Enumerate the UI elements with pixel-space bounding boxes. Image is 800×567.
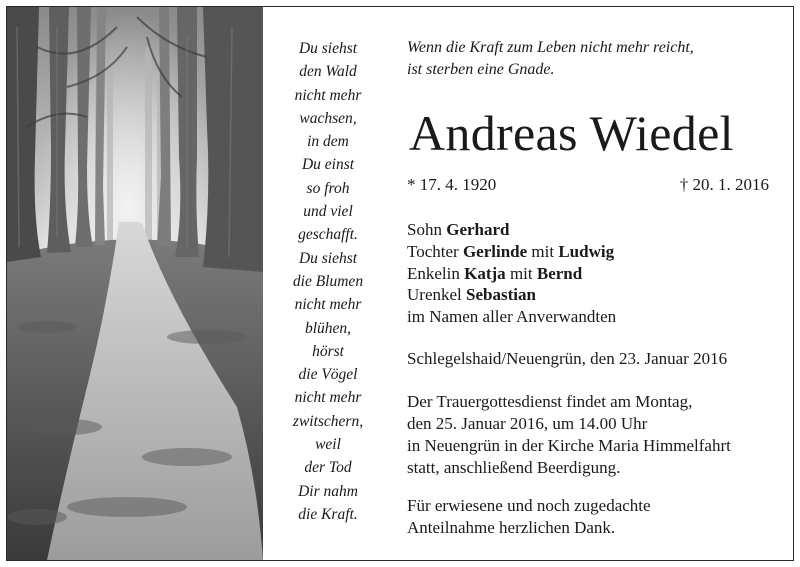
poem-line: nicht mehr (294, 86, 362, 104)
poem-line: nicht mehr (294, 389, 362, 407)
forest-path-photo (7, 7, 263, 560)
poem-line: zwitschern, (292, 412, 364, 430)
mourner-line (407, 219, 616, 241)
service-line: statt, anschließend Beerdigung. (407, 458, 621, 477)
motto-line: ist sterben eine Gnade. (407, 61, 555, 78)
poem-line: den Wald (299, 63, 357, 81)
poem-line: Dir nahm (298, 482, 358, 500)
poem-line: so froh (306, 179, 350, 197)
mourners-list (407, 219, 616, 328)
obituary-notice (6, 6, 794, 561)
poem-line: und viel (303, 203, 353, 221)
mourner-line (407, 306, 616, 328)
mourner-name: Gerlinde (462, 241, 528, 261)
mourner-line (407, 284, 616, 306)
birth-date: * 17. 4. 1920 (407, 175, 497, 194)
thanks-line: Anteilnahme herzlichen Dank. (407, 518, 616, 537)
mourner-line (407, 263, 616, 285)
poem-line: geschafft. (298, 226, 358, 244)
poem-line: Du siehst (298, 249, 358, 267)
mourner-name: Katja (464, 263, 506, 283)
motto (407, 37, 694, 81)
relation-label: Urenkel (407, 285, 467, 305)
poem-line: die Kraft. (298, 505, 358, 523)
poem-line: weil (315, 436, 341, 454)
poem-line: die Blumen (292, 272, 364, 290)
mourner-name: Ludwig (558, 241, 615, 261)
death-date: † 20. 1. 2016 (679, 175, 769, 194)
mourner-line (407, 241, 616, 263)
service-line: den 25. Januar 2016, um 14.00 Uhr (407, 414, 648, 433)
poem (283, 37, 373, 526)
mourner-name: Sebastian (466, 285, 536, 305)
connector-text: mit (505, 263, 537, 283)
poem-line: wachsen, (299, 109, 357, 127)
deceased-name: Andreas Wiedel (409, 105, 734, 161)
poem-line: hörst (312, 342, 344, 360)
poem-line: in dem (307, 133, 349, 151)
service-line: in Neuengrün in der Kirche Maria Himmelfahrt (407, 436, 731, 455)
connector-text: mit (527, 241, 559, 261)
relation-label: Sohn (407, 220, 447, 239)
thanks-text (407, 495, 651, 539)
relation-label: im Namen aller Anverwandten (407, 307, 617, 327)
poem-line: die Vögel (298, 366, 358, 384)
mourner-name: Bernd (536, 263, 583, 283)
motto-line: Wenn die Kraft zum Leben nicht mehr reicht, (407, 39, 694, 56)
funeral-service-info (407, 391, 731, 479)
poem-line: Du einst (301, 156, 355, 174)
place-and-date: Schlegelshaid/Neuengrün, den 23. Januar 2016 (407, 349, 728, 368)
relation-label: Enkelin (407, 263, 465, 283)
thanks-line: Für erwiesene und noch zugedachte (407, 496, 651, 515)
poem-line: Du siehst (298, 40, 358, 57)
service-line: Der Trauergottesdienst findet am Montag, (407, 392, 693, 411)
mourner-name: Gerhard (446, 220, 510, 239)
poem-line: nicht mehr (294, 296, 362, 314)
poem-line: blühen, (304, 319, 352, 337)
relation-label: Tochter (407, 241, 463, 261)
poem-line: der Tod (304, 459, 352, 477)
